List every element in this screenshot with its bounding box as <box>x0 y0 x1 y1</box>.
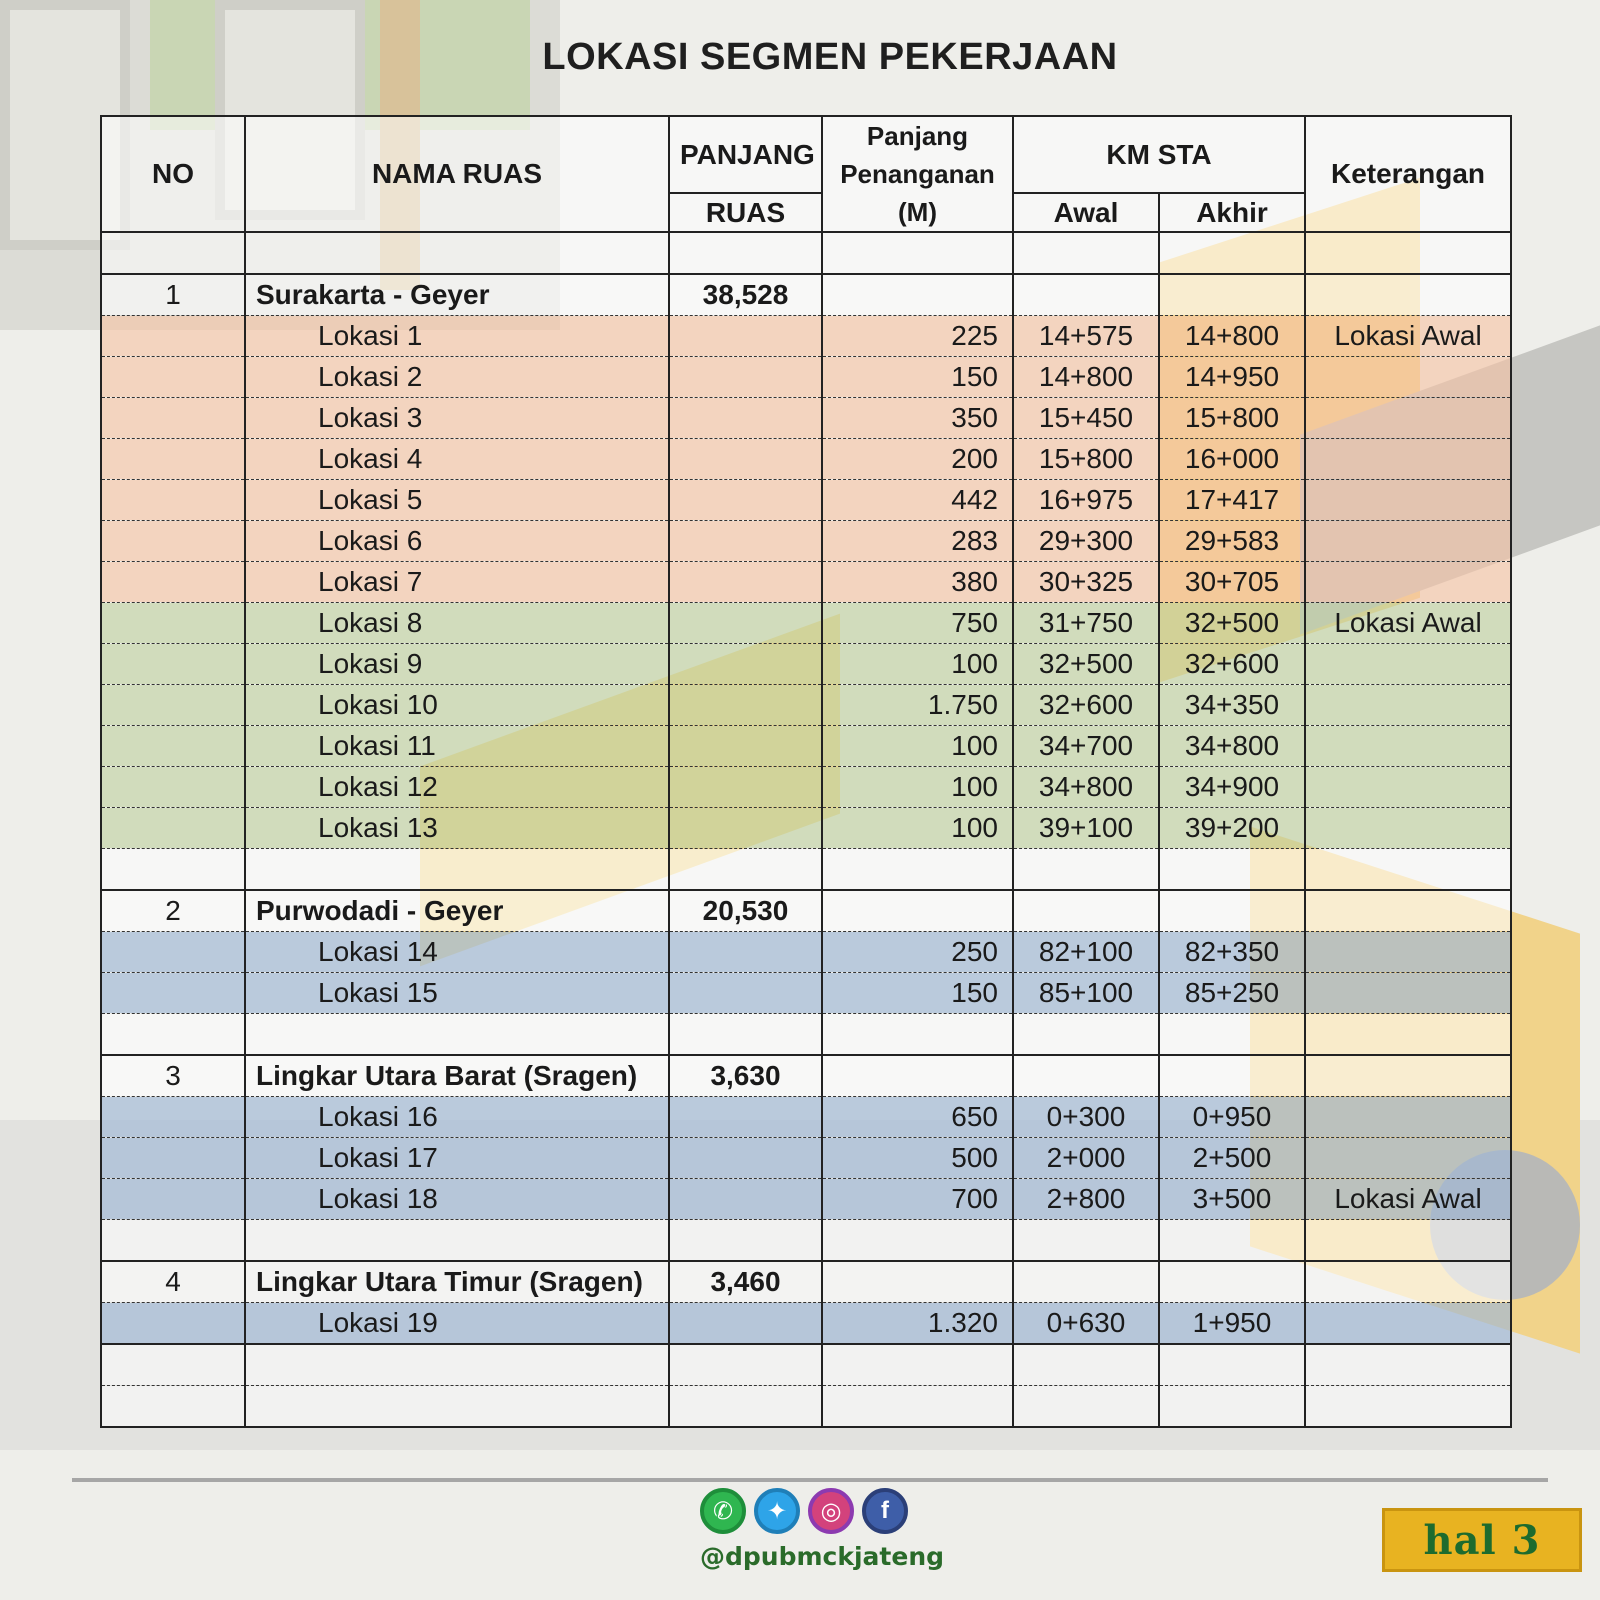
row-keterangan <box>1305 932 1511 973</box>
group-no: 4 <box>101 1261 245 1303</box>
row-awal: 15+450 <box>1013 398 1159 439</box>
row-lokasi: Lokasi 17 <box>245 1138 669 1179</box>
row-keterangan <box>1305 398 1511 439</box>
row-awal: 29+300 <box>1013 521 1159 562</box>
row-panjang: 200 <box>822 439 1013 480</box>
row-akhir: 34+350 <box>1159 685 1305 726</box>
row-panjang: 250 <box>822 932 1013 973</box>
row-keterangan <box>1305 726 1511 767</box>
row-lokasi: Lokasi 16 <box>245 1097 669 1138</box>
header-panjang-penanganan-line2: Penanganan <box>840 159 995 189</box>
row-awal: 31+750 <box>1013 603 1159 644</box>
page-title: LOKASI SEGMEN PEKERJAAN <box>542 36 1118 78</box>
row-keterangan <box>1305 644 1511 685</box>
row-panjang: 442 <box>822 480 1013 521</box>
header-awal: Awal <box>1013 193 1159 232</box>
row-akhir: 2+500 <box>1159 1138 1305 1179</box>
row-panjang: 150 <box>822 973 1013 1014</box>
row-lokasi: Lokasi 7 <box>245 562 669 603</box>
row-akhir: 3+500 <box>1159 1179 1305 1220</box>
row-keterangan: Lokasi Awal <box>1305 316 1511 357</box>
group-row <box>101 890 1511 932</box>
table-row <box>101 316 1511 357</box>
row-lokasi: Lokasi 8 <box>245 603 669 644</box>
row-lokasi: Lokasi 2 <box>245 357 669 398</box>
row-lokasi: Lokasi 4 <box>245 439 669 480</box>
row-panjang: 283 <box>822 521 1013 562</box>
row-awal: 0+630 <box>1013 1303 1159 1345</box>
row-panjang: 750 <box>822 603 1013 644</box>
table-row <box>101 1179 1511 1220</box>
row-awal: 30+325 <box>1013 562 1159 603</box>
row-awal: 14+800 <box>1013 357 1159 398</box>
group-name: Lingkar Utara Timur (Sragen) <box>245 1261 669 1303</box>
row-akhir: 14+800 <box>1159 316 1305 357</box>
group-row <box>101 274 1511 316</box>
row-akhir: 82+350 <box>1159 932 1305 973</box>
row-panjang: 500 <box>822 1138 1013 1179</box>
header-panjang: PANJANG <box>669 116 822 193</box>
row-panjang: 380 <box>822 562 1013 603</box>
row-akhir: 15+800 <box>1159 398 1305 439</box>
table-row <box>101 398 1511 439</box>
group-row <box>101 1261 1511 1303</box>
header-akhir: Akhir <box>1159 193 1305 232</box>
row-panjang: 225 <box>822 316 1013 357</box>
row-panjang: 650 <box>822 1097 1013 1138</box>
row-lokasi: Lokasi 11 <box>245 726 669 767</box>
row-akhir: 0+950 <box>1159 1097 1305 1138</box>
header-ruas: RUAS <box>669 193 822 232</box>
twitter-icon[interactable]: ✦ <box>754 1488 800 1534</box>
row-akhir: 14+950 <box>1159 357 1305 398</box>
row-lokasi: Lokasi 6 <box>245 521 669 562</box>
page-number-badge: hal 3 <box>1382 1508 1582 1572</box>
row-akhir: 39+200 <box>1159 808 1305 849</box>
row-akhir: 34+800 <box>1159 726 1305 767</box>
row-keterangan <box>1305 685 1511 726</box>
group-name: Purwodadi - Geyer <box>245 890 669 932</box>
table-row <box>101 603 1511 644</box>
footer-divider <box>72 1478 1548 1482</box>
group-panjang-ruas: 38,528 <box>669 274 822 316</box>
row-akhir: 16+000 <box>1159 439 1305 480</box>
row-awal: 85+100 <box>1013 973 1159 1014</box>
row-panjang: 1.750 <box>822 685 1013 726</box>
row-keterangan <box>1305 357 1511 398</box>
group-name: Surakarta - Geyer <box>245 274 669 316</box>
row-keterangan <box>1305 562 1511 603</box>
row-lokasi: Lokasi 9 <box>245 644 669 685</box>
row-panjang: 350 <box>822 398 1013 439</box>
row-akhir: 30+705 <box>1159 562 1305 603</box>
table-row <box>101 726 1511 767</box>
row-panjang: 100 <box>822 726 1013 767</box>
row-awal: 34+700 <box>1013 726 1159 767</box>
group-panjang-ruas: 20,530 <box>669 890 822 932</box>
row-awal: 39+100 <box>1013 808 1159 849</box>
row-keterangan <box>1305 973 1511 1014</box>
header-nama-ruas: NAMA RUAS <box>245 116 669 232</box>
group-row <box>101 1055 1511 1097</box>
row-keterangan <box>1305 808 1511 849</box>
table-row <box>101 685 1511 726</box>
row-keterangan: Lokasi Awal <box>1305 603 1511 644</box>
table-row <box>101 1138 1511 1179</box>
row-awal: 16+975 <box>1013 480 1159 521</box>
header-no: NO <box>101 116 245 232</box>
row-akhir: 32+600 <box>1159 644 1305 685</box>
facebook-icon[interactable]: f <box>862 1488 908 1534</box>
row-akhir: 1+950 <box>1159 1303 1305 1345</box>
row-awal: 32+600 <box>1013 685 1159 726</box>
row-keterangan <box>1305 767 1511 808</box>
row-lokasi: Lokasi 3 <box>245 398 669 439</box>
table-row <box>101 480 1511 521</box>
group-no: 2 <box>101 890 245 932</box>
row-panjang: 150 <box>822 357 1013 398</box>
row-lokasi: Lokasi 10 <box>245 685 669 726</box>
row-akhir: 32+500 <box>1159 603 1305 644</box>
row-akhir: 85+250 <box>1159 973 1305 1014</box>
row-awal: 82+100 <box>1013 932 1159 973</box>
table-row <box>101 521 1511 562</box>
segment-table <box>100 115 1512 1428</box>
row-akhir: 17+417 <box>1159 480 1305 521</box>
table-row <box>101 357 1511 398</box>
row-awal: 14+575 <box>1013 316 1159 357</box>
group-name: Lingkar Utara Barat (Sragen) <box>245 1055 669 1097</box>
instagram-icon[interactable]: ◎ <box>808 1488 854 1534</box>
row-keterangan <box>1305 1303 1511 1345</box>
table-row <box>101 562 1511 603</box>
whatsapp-icon[interactable]: ✆ <box>700 1488 746 1534</box>
header-panjang-penanganan-line3: (M) <box>898 197 937 227</box>
social-handle[interactable]: @dpubmckjateng <box>700 1542 945 1571</box>
row-awal: 15+800 <box>1013 439 1159 480</box>
group-no: 3 <box>101 1055 245 1097</box>
row-akhir: 34+900 <box>1159 767 1305 808</box>
table-row <box>101 644 1511 685</box>
group-panjang-ruas: 3,460 <box>669 1261 822 1303</box>
row-keterangan <box>1305 1138 1511 1179</box>
row-keterangan <box>1305 521 1511 562</box>
row-lokasi: Lokasi 14 <box>245 932 669 973</box>
table-row <box>101 767 1511 808</box>
row-panjang: 100 <box>822 767 1013 808</box>
row-keterangan <box>1305 1097 1511 1138</box>
table-row <box>101 439 1511 480</box>
row-awal: 32+500 <box>1013 644 1159 685</box>
group-no: 1 <box>101 274 245 316</box>
table-row <box>101 932 1511 973</box>
social-icons <box>700 1488 930 1538</box>
table-row <box>101 808 1511 849</box>
header-keterangan: Keterangan <box>1305 116 1511 232</box>
row-panjang: 100 <box>822 808 1013 849</box>
row-keterangan: Lokasi Awal <box>1305 1179 1511 1220</box>
table-row <box>101 1097 1511 1138</box>
row-panjang: 700 <box>822 1179 1013 1220</box>
row-akhir: 29+583 <box>1159 521 1305 562</box>
row-lokasi: Lokasi 13 <box>245 808 669 849</box>
table-row <box>101 973 1511 1014</box>
row-lokasi: Lokasi 5 <box>245 480 669 521</box>
group-panjang-ruas: 3,630 <box>669 1055 822 1097</box>
row-awal: 0+300 <box>1013 1097 1159 1138</box>
row-keterangan <box>1305 480 1511 521</box>
row-lokasi: Lokasi 12 <box>245 767 669 808</box>
row-keterangan <box>1305 439 1511 480</box>
row-awal: 2+000 <box>1013 1138 1159 1179</box>
row-awal: 2+800 <box>1013 1179 1159 1220</box>
row-awal: 34+800 <box>1013 767 1159 808</box>
row-panjang: 100 <box>822 644 1013 685</box>
header-panjang-penanganan <box>822 116 1013 232</box>
table-row <box>101 1303 1511 1345</box>
header-km-sta: KM STA <box>1013 116 1305 193</box>
row-lokasi: Lokasi 19 <box>245 1303 669 1345</box>
row-lokasi: Lokasi 18 <box>245 1179 669 1220</box>
row-panjang: 1.320 <box>822 1303 1013 1345</box>
row-lokasi: Lokasi 15 <box>245 973 669 1014</box>
row-lokasi: Lokasi 1 <box>245 316 669 357</box>
header-panjang-penanganan-line1: Panjang <box>866 121 969 151</box>
